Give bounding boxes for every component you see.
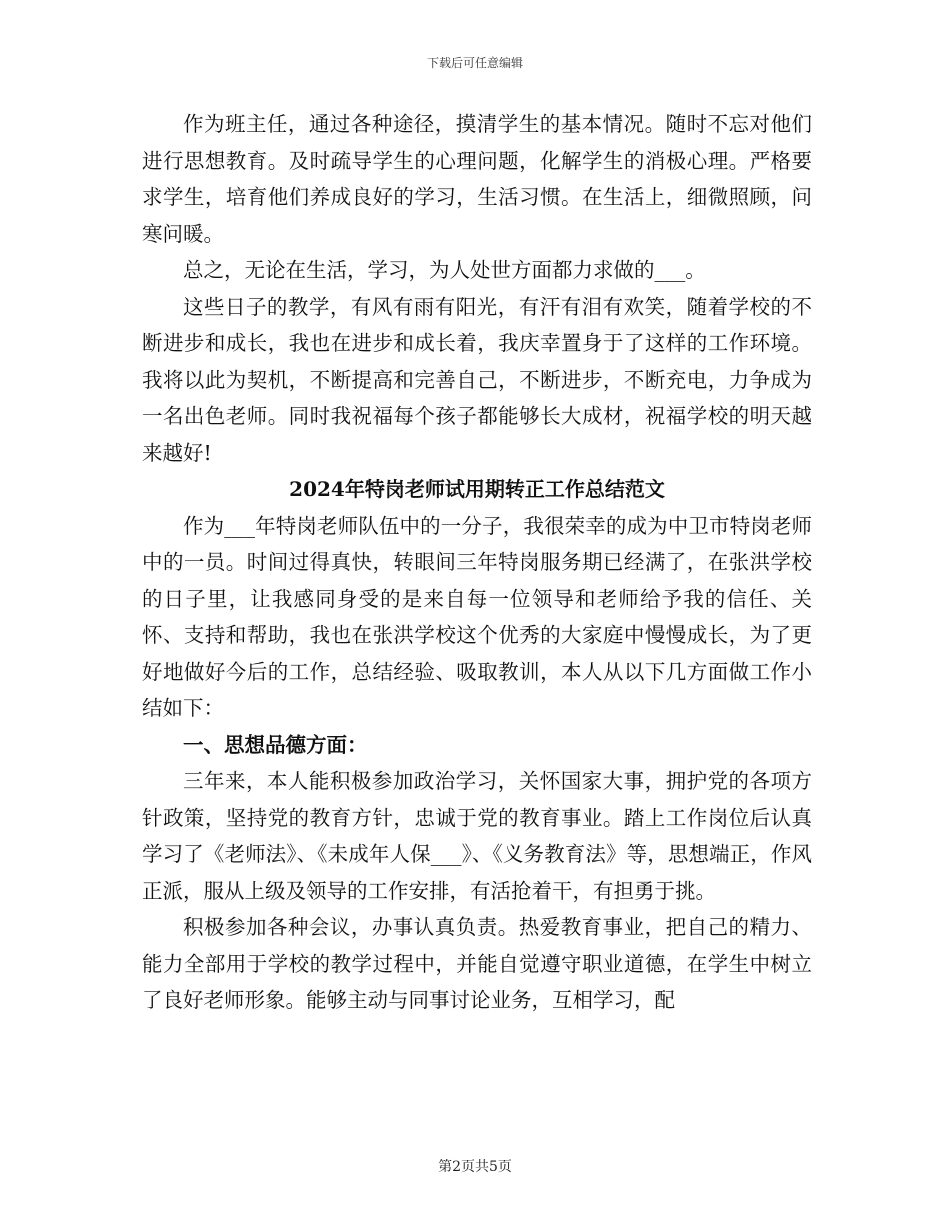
page-number: 第2页共5页 xyxy=(438,1159,512,1175)
paragraph-summary: 总之，无论在生活，学习，为人处世方面都力求做的___。 xyxy=(183,258,706,282)
paragraph-ideology-1: 三年来，本人能积极参加政治学习，关怀国家大事，拥护党的各项方针政策，坚持党的教育方针，忠诚于党的教育事业。踏上工作岗位后认真学习了《老师法》、《未成年人保___》、《义务教育法》等，思想端正，作风正派，服从上级及领导的工作安排，有活抢着干，有担勇于挑。 xyxy=(142,769,812,903)
document-body xyxy=(142,106,812,1019)
paragraph-class-teacher: 作为班主任，通过各种途径，摸清学生的基本情况。随时不忘对他们进行思想教育。及时疏导学生的心理问题，化解学生的消极心理。严格要求学生，培育他们养成良好的学习，生活习惯。在生活上，细微照顾，问寒问暖。 xyxy=(142,112,812,246)
paragraph-intro: 作为___年特岗老师队伍中的一分子，我很荣幸的成为中卫市特岗老师中的一员。时间过得真快，转眼间三年特岗服务期已经满了，在张洪学校的日子里，让我感同身受的是来自每一位领导和老师给予我的信任、关怀、支持和帮助，我也在张洪学校这个优秀的大家庭中慢慢成长，为了更好地做好今后的工作，总结经验、吸取教训，本人从以下几方面做工作小结如下： xyxy=(142,513,812,720)
page-header: 下载后可任意编辑 xyxy=(426,56,523,70)
document-title: 2024年特岗老师试用期转正工作总结范文 xyxy=(289,477,665,501)
section-heading-ideology: 一、思想品德方面： xyxy=(183,732,368,757)
paragraph-teaching-days: 这些日子的教学，有风有雨有阳光，有汗有泪有欢笑，随着学校的不断进步和成长，我也在进步和成长着，我庆幸置身于了这样的工作环境。我将以此为契机，不断提高和完善自己，不断进步，不断充电，力争成为一名出色老师。同时我祝福每个孩子都能够长大成材，祝福学校的明天越来越好! xyxy=(142,294,812,465)
paragraph-ideology-2: 积极参加各种会议，办事认真负责。热爱教育事业，把自己的精力、能力全部用于学校的教学过程中，并能自觉遵守职业道德，在学生中树立了良好老师形象。能够主动与同事讨论业务，互相学习，配 xyxy=(142,915,812,1012)
